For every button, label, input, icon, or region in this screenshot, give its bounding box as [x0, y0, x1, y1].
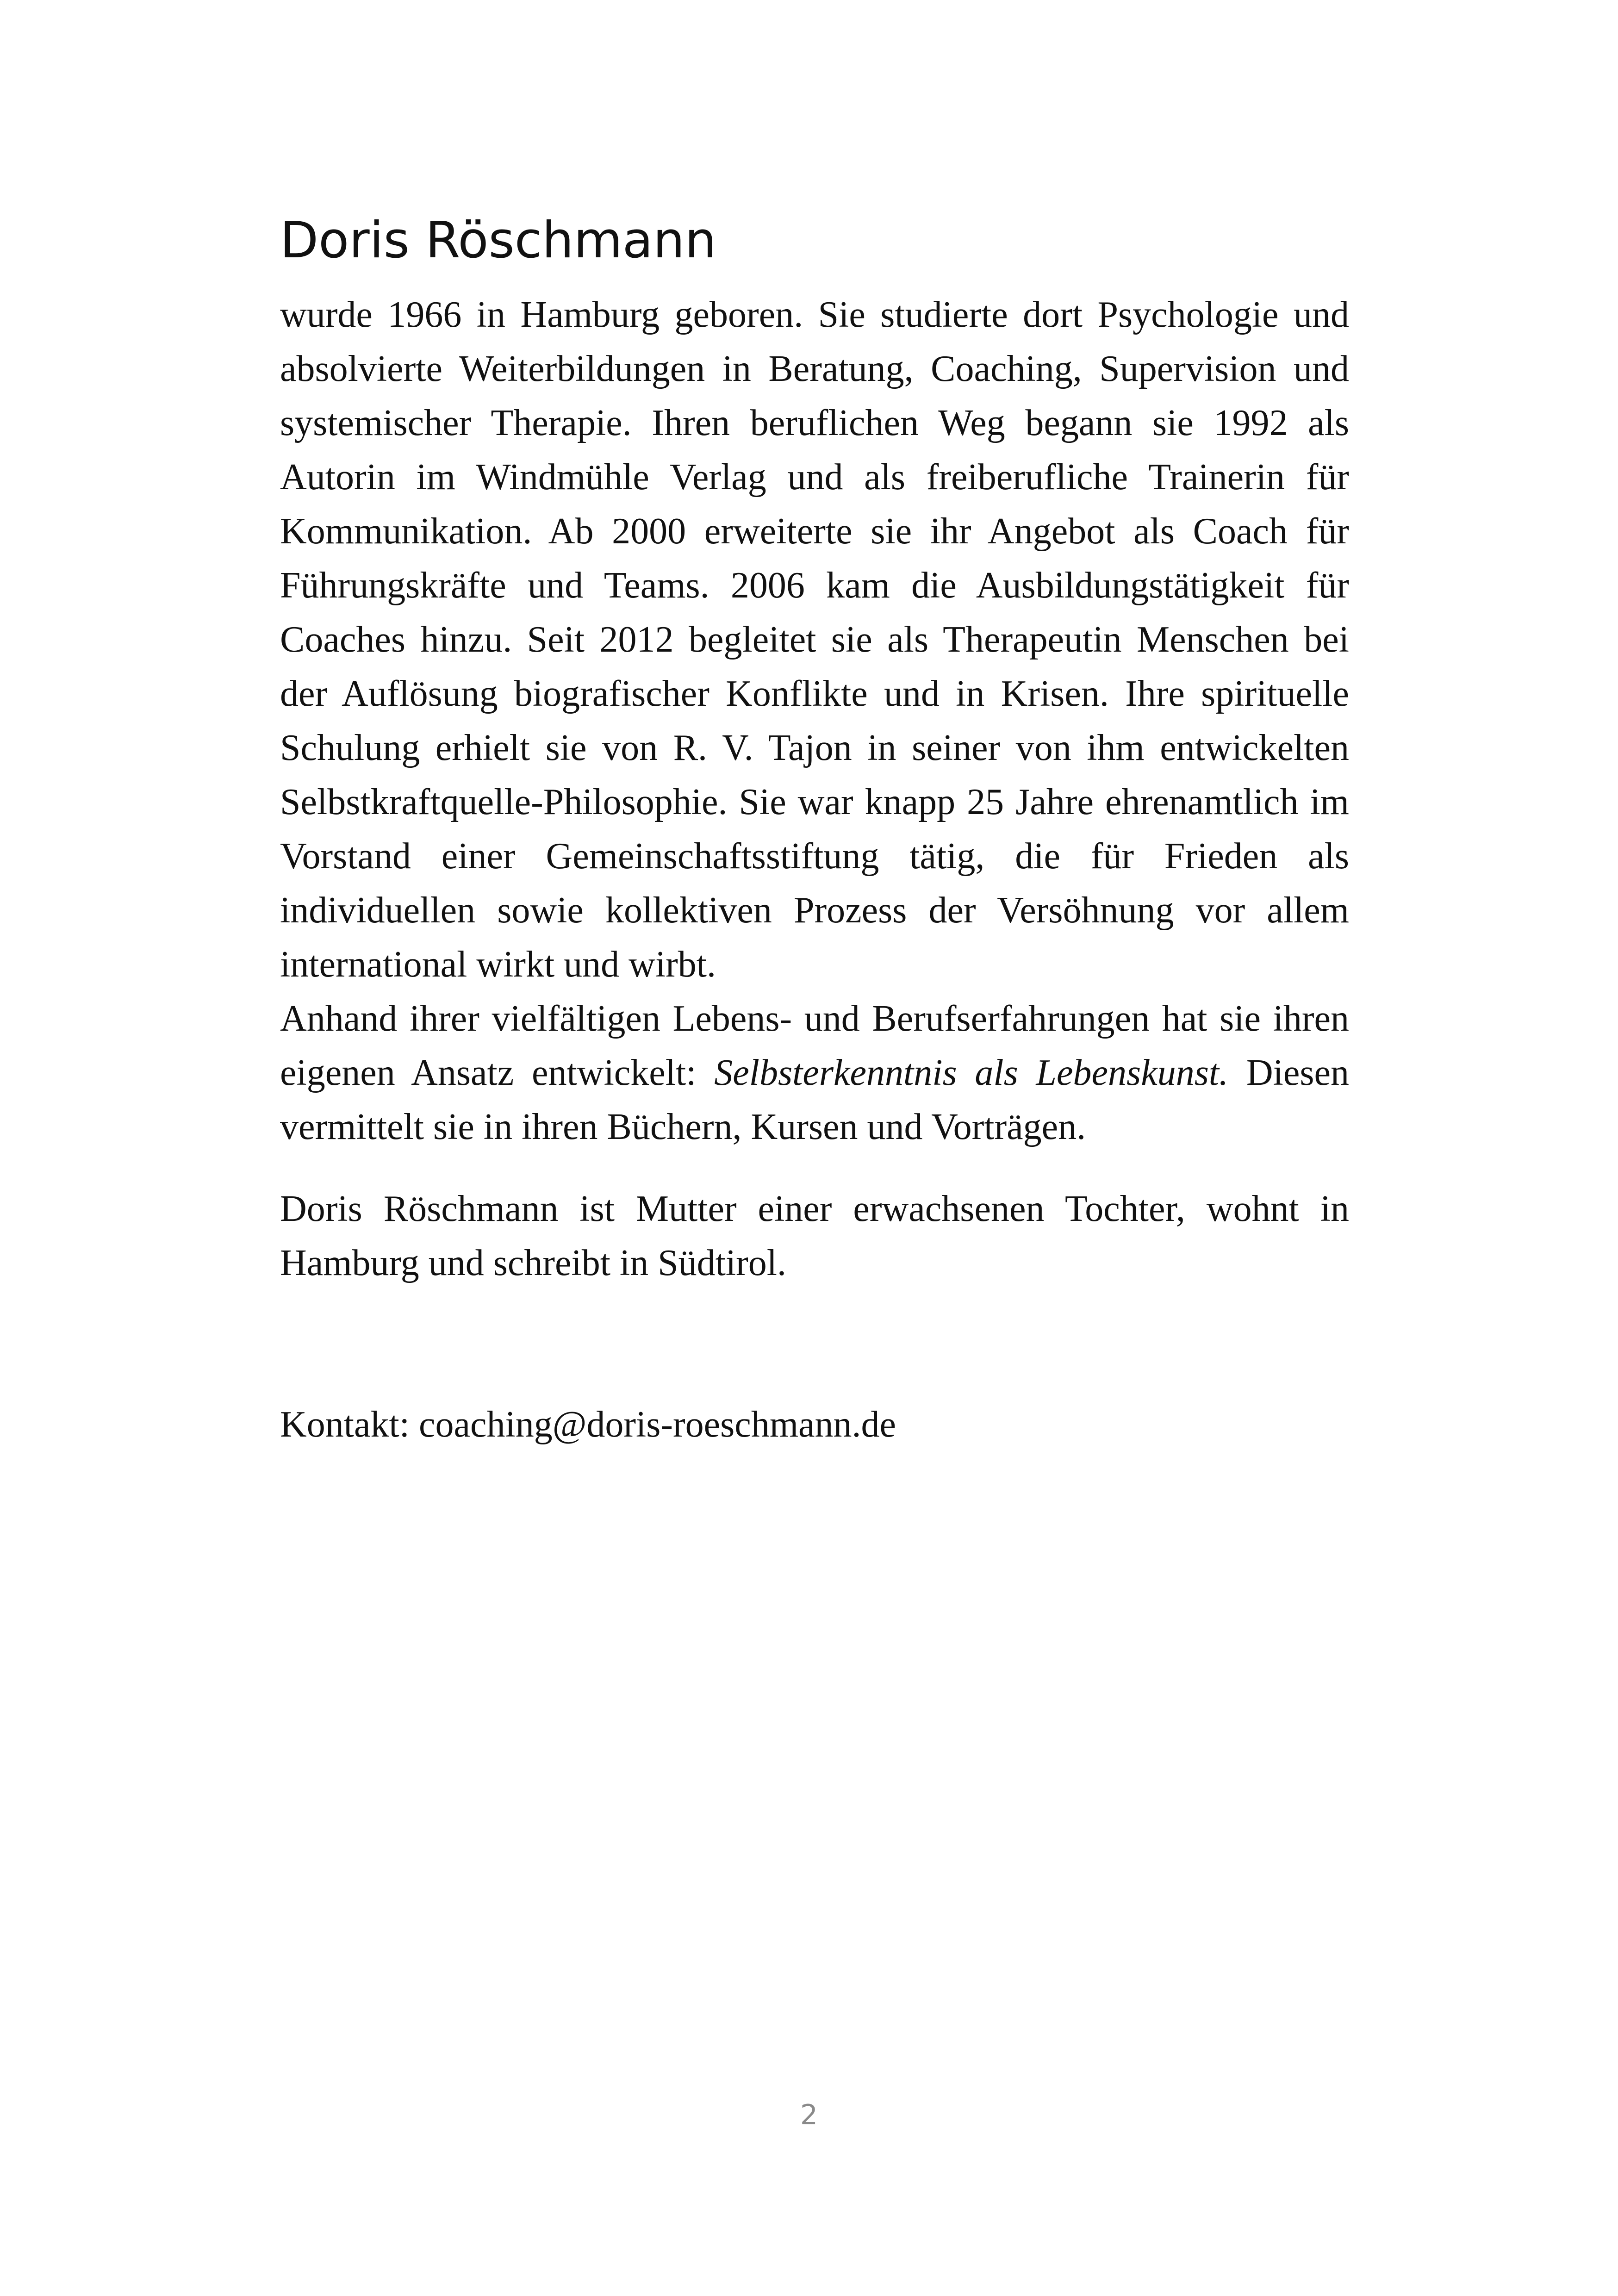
page-content [280, 204, 1349, 1452]
page-number: 2 [800, 2099, 818, 2131]
biography-paragraph-3: Doris Röschmann ist Mutter einer erwachsenen Tochter, wohnt in Hamburg und schreibt in Südtirol. [280, 1188, 1349, 1283]
biography-paragraph-2-intro: Anhand ihrer vielfältigen Lebens- und Berufserfahrungen hat sie ihren eigenen Ansatz entwickelt: [280, 998, 1349, 1093]
contact-line: Kontakt: coaching@doris-roeschmann.de [280, 1404, 896, 1445]
biography-paragraph-1: wurde 1966 in Hamburg geboren. Sie studierte dort Psychologie und absolvierte Weiterbildungen in Beratung, Coaching, Supervision und systemischer Therapie. Ihren beruflichen Weg begann sie 1992 als Autorin im Windmühle Verlag und als freiberufliche Trainerin für Kommunikation. Ab 2000 erweiterte sie ihr Angebot als Coach für Führungskräfte und Teams. 2006 kam die Ausbildungstätigkeit für Coaches hinzu. Seit 2012 begleitet sie als Therapeutin Menschen bei der Auflösung biografischer Konflikte und in Krisen. Ihre spirituelle Schulung erhielt sie von R. V. Tajon in seiner von ihm entwickelten Selbstkraftquelle-Philosophie. Sie war knapp 25 Jahre ehrenamtlich im Vorstand einer Gemeinschaftsstiftung tätig, die für Frieden als individuellen sowie kollektiven Prozess der Versöhnung vor allem international wirkt und wirbt. [280, 294, 1349, 985]
book-approach-title: Selbsterkenntnis als Lebenskunst. [714, 1052, 1229, 1093]
author-name-heading: Doris Röschmann [280, 212, 716, 269]
biography-paragraph-2-outro: Diesen vermittelt sie in ihren Büchern, Kursen und Vorträgen. [280, 1052, 1349, 1147]
biography [280, 288, 1349, 1290]
biography-paragraph-2 [280, 992, 1349, 1154]
